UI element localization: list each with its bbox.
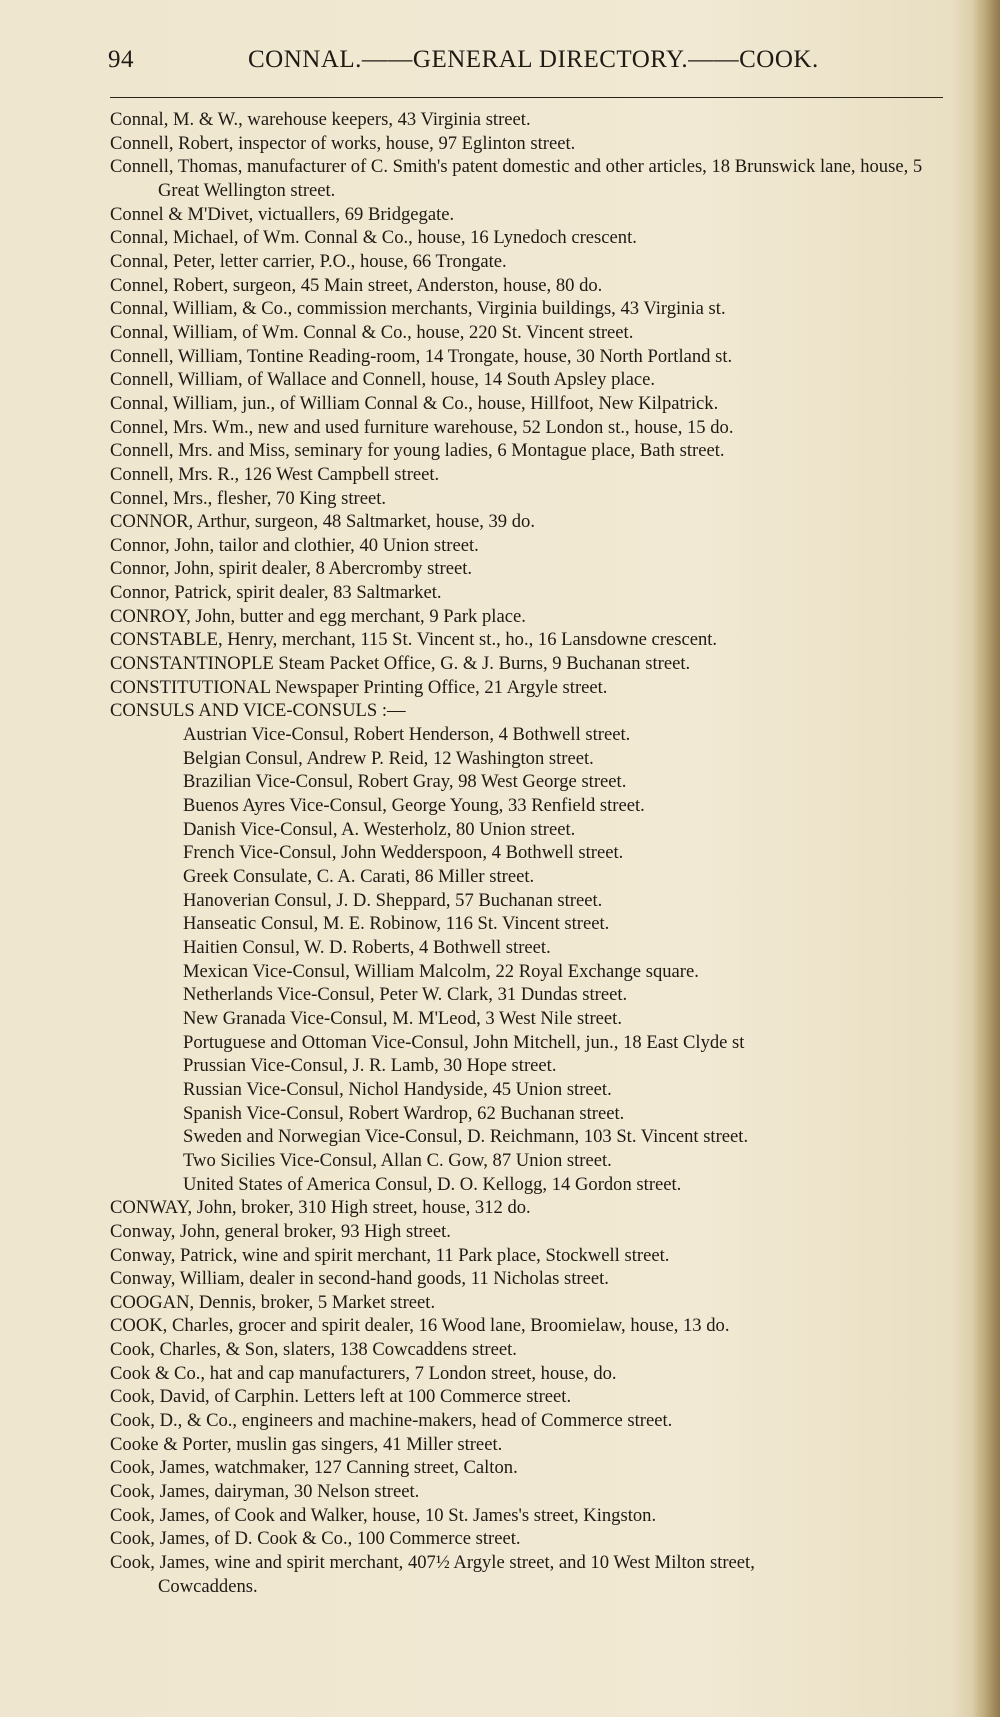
- consul-item: Danish Vice-Consul, A. Westerholz, 80 Union street.: [183, 818, 576, 840]
- directory-entries: [110, 108, 950, 1598]
- consul-item: Haitien Consul, W. D. Roberts, 4 Bothwell street.: [183, 936, 551, 958]
- list-item: Cook, James, of D. Cook & Co., 100 Commerce street.: [110, 1528, 521, 1550]
- list-item: Conway, William, dealer in second-hand goods, 11 Nicholas street.: [110, 1268, 609, 1290]
- consul-item: Spanish Vice-Consul, Robert Wardrop, 62 Buchanan street.: [183, 1102, 625, 1124]
- consul-item: Hanoverian Consul, J. D. Sheppard, 57 Buchanan street.: [183, 889, 603, 911]
- list-item: Connor, Patrick, spirit dealer, 83 Saltmarket.: [110, 582, 442, 604]
- consul-item: Prussian Vice-Consul, J. R. Lamb, 30 Hope street.: [183, 1055, 557, 1077]
- consul-item: Sweden and Norwegian Vice-Consul, D. Reichmann, 103 St. Vincent street.: [183, 1126, 749, 1148]
- list-item: Connal, M. & W., warehouse keepers, 43 Virginia street.: [110, 109, 531, 130]
- list-item: CONWAY, John, broker, 310 High street, house, 312 do.: [110, 1197, 531, 1219]
- list-item: Conway, Patrick, wine and spirit merchant, 11 Park place, Stockwell street.: [110, 1244, 670, 1266]
- list-item: Cook & Co., hat and cap manufacturers, 7 London street, house, do.: [110, 1362, 617, 1384]
- list-item: Connor, John, tailor and clothier, 40 Union street.: [110, 534, 479, 556]
- list-item: Connell, Robert, inspector of works, house, 97 Eglinton street.: [110, 132, 576, 154]
- list-item-continuation: Cowcaddens.: [158, 1575, 258, 1597]
- list-item: Connel, Robert, surgeon, 45 Main street, Anderston, house, 80 do.: [110, 274, 603, 296]
- consul-item: Greek Consulate, C. A. Carati, 86 Miller street.: [183, 866, 535, 887]
- list-item: CONSTABLE, Henry, merchant, 115 St. Vincent st., ho., 16 Lansdowne crescent.: [110, 629, 718, 651]
- consul-item: Brazilian Vice-Consul, Robert Gray, 98 West George street.: [183, 771, 627, 793]
- list-item: Conway, John, general broker, 93 High street.: [110, 1220, 451, 1242]
- list-item: Connal, Peter, letter carrier, P.O., house, 66 Trongate.: [110, 250, 507, 272]
- consul-item: Mexican Vice-Consul, William Malcolm, 22 Royal Exchange square.: [183, 960, 699, 982]
- list-item: Connel, Mrs., flesher, 70 King street.: [110, 487, 387, 509]
- list-item: Cook, David, of Carphin. Letters left at 100 Commerce street.: [110, 1386, 572, 1408]
- list-item: CONSTANTINOPLE Steam Packet Office, G. & J. Burns, 9 Buchanan street.: [110, 653, 691, 675]
- list-item: Cook, James, dairyman, 30 Nelson street.: [110, 1481, 420, 1503]
- consul-item: New Granada Vice-Consul, M. M'Leod, 3 West Nile street.: [183, 1007, 622, 1029]
- section-heading-consuls: CONSULS AND VICE-CONSULS :—: [110, 700, 406, 722]
- list-item: Connell, Mrs. and Miss, seminary for young ladies, 6 Montague place, Bath street.: [110, 440, 725, 462]
- list-item: COOK, Charles, grocer and spirit dealer, 16 Wood lane, Broomielaw, house, 13 do.: [110, 1315, 730, 1337]
- list-item: COOGAN, Dennis, broker, 5 Market street.: [110, 1291, 436, 1313]
- consul-item: French Vice-Consul, John Wedderspoon, 4 Bothwell street.: [183, 842, 624, 864]
- list-item: CONROY, John, butter and egg merchant, 9 Park place.: [110, 605, 526, 627]
- consul-item: Austrian Vice-Consul, Robert Henderson, 4 Bothwell street.: [183, 724, 631, 746]
- running-head: CONNAL.——GENERAL DIRECTORY.——COOK.: [248, 46, 819, 73]
- list-item: Connal, William, of Wm. Connal & Co., house, 220 St. Vincent street.: [110, 321, 634, 343]
- list-item: Connell, William, of Wallace and Connell, house, 14 South Apsley place.: [110, 369, 655, 391]
- list-item: Connor, John, spirit dealer, 8 Abercromby street.: [110, 558, 473, 580]
- list-item: CONSTITUTIONAL Newspaper Printing Office, 21 Argyle street.: [110, 676, 608, 698]
- consul-item: Belgian Consul, Andrew P. Reid, 12 Washington street.: [183, 747, 594, 769]
- list-item: Connell, William, Tontine Reading-room, 14 Trongate, house, 30 North Portland st.: [110, 345, 733, 367]
- consul-item: Hanseatic Consul, M. E. Robinow, 116 St. Vincent street.: [183, 913, 610, 935]
- list-item: Connell, Mrs. R., 126 West Campbell street.: [110, 463, 440, 485]
- page-number: 94: [108, 46, 134, 73]
- list-item: Connell, Thomas, manufacturer of C. Smith's patent domestic and other articles, 18 Brunswick lane, house, 5 Great Wellington street.: [110, 156, 923, 201]
- list-item: Cook, James, wine and spirit merchant, 407½ Argyle street, and 10 West Milton street,: [110, 1552, 755, 1574]
- list-item: Connal, Michael, of Wm. Connal & Co., house, 16 Lynedoch crescent.: [110, 227, 637, 249]
- page-gutter-shadow: [972, 0, 1000, 1717]
- consul-item: United States of America Consul, D. O. Kellogg, 14 Gordon street.: [183, 1173, 682, 1195]
- list-item: Cooke & Porter, muslin gas singers, 41 Miller street.: [110, 1433, 503, 1455]
- list-item: Connel & M'Divet, victuallers, 69 Bridgegate.: [110, 203, 455, 225]
- list-item: Cook, Charles, & Son, slaters, 138 Cowcaddens street.: [110, 1339, 517, 1361]
- list-item: Connal, William, jun., of William Connal & Co., house, Hillfoot, New Kilpatrick.: [110, 392, 719, 414]
- list-item: Connal, William, & Co., commission merchants, Virginia buildings, 43 Virginia st.: [110, 298, 726, 320]
- list-item: CONNOR, Arthur, surgeon, 48 Saltmarket, house, 39 do.: [110, 511, 535, 533]
- header-rule: [110, 97, 943, 98]
- consul-item: Two Sicilies Vice-Consul, Allan C. Gow, 87 Union street.: [183, 1149, 612, 1171]
- list-item: Cook, James, watchmaker, 127 Canning street, Calton.: [110, 1457, 518, 1479]
- list-item: Cook, D., & Co., engineers and machine-makers, head of Commerce street.: [110, 1410, 673, 1432]
- page-header: [108, 40, 943, 80]
- consul-item: Portuguese and Ottoman Vice-Consul, John Mitchell, jun., 18 East Clyde st: [183, 1031, 745, 1053]
- list-item: Connel, Mrs. Wm., new and used furniture warehouse, 52 London st., house, 15 do.: [110, 416, 734, 438]
- consul-item: Netherlands Vice-Consul, Peter W. Clark, 31 Dundas street.: [183, 984, 628, 1006]
- consul-item: Buenos Ayres Vice-Consul, George Young, 33 Renfield street.: [183, 795, 645, 817]
- consul-item: Russian Vice-Consul, Nichol Handyside, 45 Union street.: [183, 1078, 612, 1100]
- list-item: Cook, James, of Cook and Walker, house, 10 St. James's street, Kingston.: [110, 1504, 657, 1526]
